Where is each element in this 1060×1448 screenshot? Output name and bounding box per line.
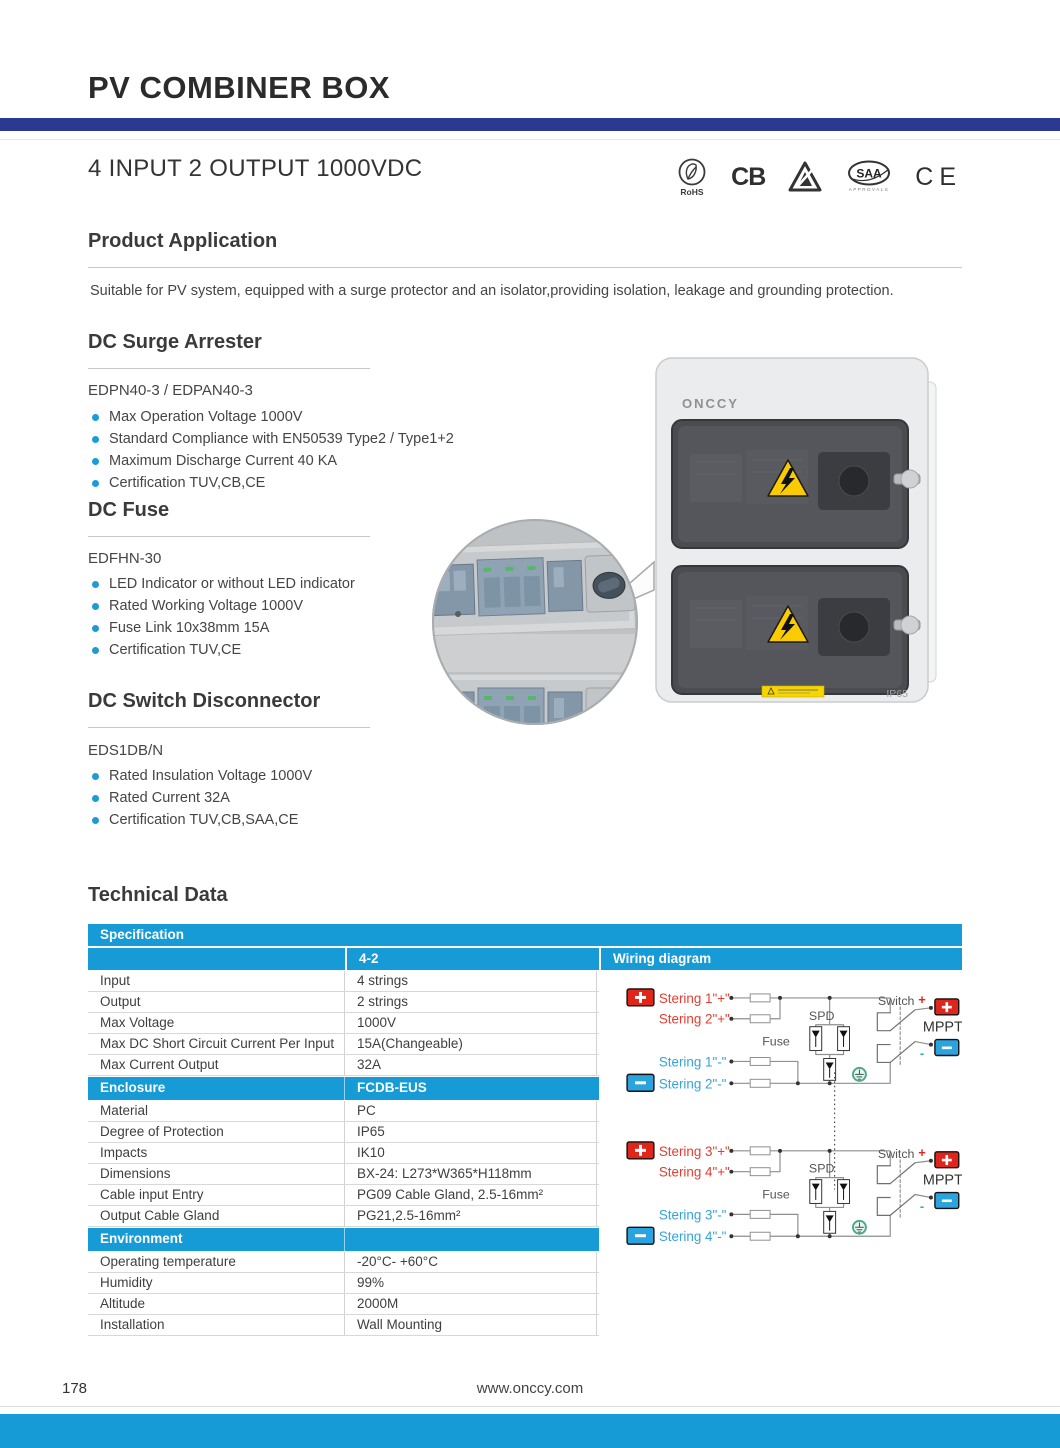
- table-section-row: Environment: [88, 1228, 599, 1251]
- section-heading-dc-switch-disconnector: DC Switch Disconnector: [88, 690, 321, 712]
- footer-bar: [0, 1414, 1060, 1448]
- switch-disconnector-model: EDS1DB/N: [88, 742, 164, 759]
- ip-rating-label: IP65: [886, 688, 908, 700]
- surge-arrester-features: [88, 406, 454, 494]
- string-label: Stering 2"+": [658, 1011, 730, 1027]
- table-row: Humidity 99%: [88, 1273, 599, 1294]
- surge-arrester-model: EDPN40-3 / EDPAN40-3: [88, 382, 253, 399]
- table-row: Max Voltage 1000V: [88, 1013, 599, 1034]
- bullet-icon: [92, 773, 99, 780]
- ce-mark: CE: [915, 162, 962, 191]
- spec-table-header: Specification: [88, 924, 962, 946]
- table-section-row: Enclosure FCDB-EUS: [88, 1077, 599, 1100]
- model-title: 4 INPUT 2 OUTPUT 1000VDC: [88, 155, 423, 182]
- table-row: Altitude 2000M: [88, 1294, 599, 1315]
- string-label: Stering 4"+": [658, 1164, 730, 1180]
- spec-rows: [88, 971, 599, 1336]
- bullet-icon: [92, 795, 99, 802]
- detail-photo: [428, 516, 642, 728]
- website-link: www.onccy.com: [476, 1380, 584, 1397]
- table-row: Degree of Protection IP65: [88, 1122, 599, 1143]
- fuse-features: [88, 573, 355, 661]
- section-rule: [88, 368, 370, 369]
- feature-item: Fuse Link 10x38mm 15A: [88, 617, 355, 639]
- feature-item: Max Operation Voltage 1000V: [88, 406, 454, 428]
- section-rule: [88, 267, 962, 268]
- table-row: Max Current Output 32A: [88, 1055, 599, 1076]
- fuse-model: EDFHN-30: [88, 550, 162, 567]
- string-label: Stering 3"+": [658, 1143, 730, 1159]
- empty-header-cell: [88, 948, 345, 970]
- page-number: 178: [62, 1380, 88, 1397]
- table-row: Cable input Entry PG09 Cable Gland, 2.5-16mm²: [88, 1185, 599, 1206]
- feature-item: Rated Current 32A: [88, 787, 312, 809]
- table-row: Output 2 strings: [88, 992, 599, 1013]
- svg-text:RoHS: RoHS: [680, 187, 704, 197]
- table-row: Input 4 strings: [88, 971, 599, 992]
- bullet-icon: [92, 436, 99, 443]
- bullet-icon: [92, 817, 99, 824]
- warning-label: [762, 686, 824, 697]
- section-rule: [88, 536, 370, 537]
- string-label: Stering 1"-": [658, 1054, 727, 1070]
- certification-icons: [675, 157, 962, 197]
- header-divider-bar: [0, 118, 1060, 131]
- specification-table: [88, 924, 962, 1336]
- feature-item: Rated Working Voltage 1000V: [88, 595, 355, 617]
- product-application-description: Suitable for PV system, equipped with a surge protector and an isolator,providing isolation, leakage and grounding protection.: [90, 283, 894, 299]
- tuv-triangle-icon: [787, 160, 823, 194]
- switch-disconnector-features: [88, 765, 312, 831]
- header-divider-subline: [0, 139, 1060, 140]
- table-row: Operating temperature -20°C- +60°C: [88, 1252, 599, 1273]
- spec-table-column-header-row: [88, 948, 962, 970]
- rohs-icon: [675, 157, 709, 197]
- feature-item: Standard Compliance with EN50539 Type2 / Type1+2: [88, 428, 454, 450]
- string-label: Stering 3"-": [658, 1207, 727, 1223]
- wiring-column-header: Wiring diagram: [601, 948, 962, 970]
- feature-item: Rated Insulation Voltage 1000V: [88, 765, 312, 787]
- cb-mark: CB: [731, 162, 766, 191]
- table-row: Installation Wall Mounting: [88, 1315, 599, 1336]
- wiring-diagram-svg: [599, 985, 962, 1268]
- feature-item: LED Indicator or without LED indicator: [88, 573, 355, 595]
- brand-logo: ONCCY: [682, 396, 739, 411]
- feature-item: Certification TUV,CB,SAA,CE: [88, 809, 312, 831]
- table-row: Impacts IK10: [88, 1143, 599, 1164]
- svg-text:APPROVALS: APPROVALS: [849, 187, 890, 192]
- feature-item: Certification TUV,CE: [88, 639, 355, 661]
- svg-text:SAA: SAA: [856, 166, 882, 181]
- feature-item: Maximum Discharge Current 40 KA: [88, 450, 454, 472]
- string-label: Stering 1"+": [658, 990, 730, 1006]
- section-rule: [88, 727, 370, 728]
- bullet-icon: [92, 414, 99, 421]
- string-label: Stering 2"-": [658, 1076, 727, 1092]
- wiring-diagram: [599, 971, 962, 1268]
- section-heading-product-application: Product Application: [88, 230, 278, 252]
- table-row: Max DC Short Circuit Current Per Input 15A(Changeable): [88, 1034, 599, 1055]
- bullet-icon: [92, 458, 99, 465]
- page-title: PV COMBINER BOX: [88, 70, 391, 105]
- model-column-header: 4-2: [347, 948, 599, 970]
- bullet-icon: [92, 647, 99, 654]
- bullet-icon: [92, 625, 99, 632]
- table-row: Material PC: [88, 1101, 599, 1122]
- combiner-box-photo: [650, 356, 945, 708]
- bullet-icon: [92, 581, 99, 588]
- bullet-icon: [92, 480, 99, 487]
- section-heading-dc-surge-arrester: DC Surge Arrester: [88, 331, 262, 353]
- bullet-icon: [92, 603, 99, 610]
- section-heading-dc-fuse: DC Fuse: [88, 499, 170, 521]
- section-heading-technical-data: Technical Data: [88, 884, 228, 906]
- table-row: Output Cable Gland PG21,2.5-16mm²: [88, 1206, 599, 1227]
- saa-icon: [845, 158, 893, 196]
- feature-item: Certification TUV,CB,CE: [88, 472, 454, 494]
- table-row: Dimensions BX-24: L273*W365*H118mm: [88, 1164, 599, 1185]
- string-label: Stering 4"-": [658, 1229, 727, 1245]
- footer-divider: [0, 1406, 1060, 1407]
